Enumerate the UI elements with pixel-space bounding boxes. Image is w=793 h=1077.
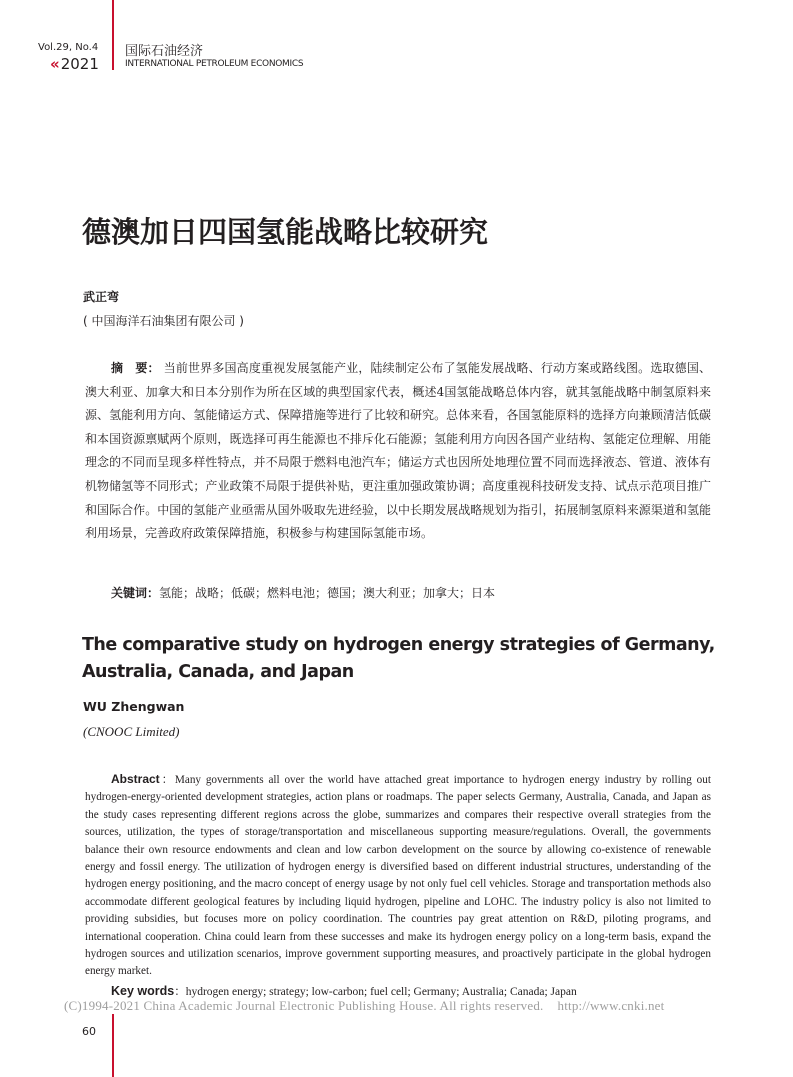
abstract-cn [85,357,711,546]
article-title-cn: 德澳加日四国氢能战略比较研究 [82,215,489,249]
author-en: WU Zhengwan [83,699,185,714]
year-label [50,55,99,73]
footer-divider-line [112,1014,114,1077]
journal-name-cn: 国际石油经济 [125,44,204,59]
author-cn: 武正弯 [83,290,120,304]
cnki-url: http://www.cnki.net [557,998,665,1013]
year-text: 2021 [60,55,99,73]
abstract-en-separator: ： [159,774,175,786]
keywords-en-label: Key words [111,984,175,998]
abstract-en-text: Many governments all over the world have attached great importance to hydrogen energy industry by rolling out hydrogen-energy-oriented development strategies, action plans or roadmaps. The paper selects Germany, Australia, Canada, and Japan as the study cases representing different regions across the globe, summarizes and compares their respective overall strategies from the sources, utilization, the types of storage/transportation and miscellaneous supporting measure/regulations. Overall, the governments balance their own resource endowments and clean and low carbon development on the source by allowing co-existence of renewable energy and fossil energy. The utilization of hydrogen energy is diversified based on different industrial structures, understanding of the hydrogen energy positioning, and the macro concept of energy usage by not only fuel cell vehicles. Storage and transportation methods also accommodate different geological features by including liquid hydrogen, pipeline and LOHC. The industry policy is also not limited to providing subsidies, but focuses more on policy coordination. The countries pay great attention on R&D, piloting programs, and international cooperation. China could learn from these successes and make its hydrogen energy policy on a long-term basis, expand the hydrogen sources and utilization scenarios, improve government supporting measures, and proactively participate in the global hydrogen energy market. [85,774,711,978]
copyright-text: (C)1994-2021 China Academic Journal Electronic Publishing House. All rights reserved. [64,998,544,1013]
copyright-watermark [64,998,664,1014]
volume-issue: Vol.29, No.4 [38,42,99,53]
abstract-en [85,771,711,981]
affiliation-cn: ( 中国海洋石油集团有限公司 ) [83,314,244,328]
keywords-cn-text: 氢能；战略；低碳；燃料电池；德国；澳大利亚；加拿大；日本 [159,586,496,600]
keywords-cn [111,584,495,601]
keywords-en [111,983,577,999]
page-number: 60 [82,1025,96,1038]
abstract-cn-text: 当前世界多国高度重视发展氢能产业，陆续制定公布了氢能发展战略、行动方案或路线图。选取德国、澳大利亚、加拿大和日本分别作为所在区域的典型国家代表，概述4国氢能战略总体内容，就其氢能战略中制氢原料来源、氢能利用方向、氢能储运方式、保障措施等进行了比较和研究。总体来看，各国氢能原料的选择方向兼顾清洁低碳和本国资源禀赋两个原则，既选择可再生能源也不排斥化石能源；氢能利用方向因各国产业结构、氢能定位理解、用能理念的不同而呈现多样性特点，并不局限于燃料电池汽车；储运方式也因所处地理位置不同而选择液态、管道、液体有机物储氢等不同形式；产业政策不局限于提供补贴，更注重加强政策协调；高度重视科技研发支持、试点示范项目推广和国际合作。中国的氢能产业亟需从国外吸取先进经验，以中长期发展战略规划为指引，拓展制氢原料来源渠道和氢能利用场景，完善政府政策保障措施，积极参与构建国际氢能市场。 [85,361,711,541]
keywords-cn-label: 关键词： [111,586,160,600]
affiliation-en: (CNOOC Limited) [83,724,180,739]
keywords-en-separator: ： [174,986,186,998]
article-title-en: The comparative study on hydrogen energy strategies of Germany, Australia, Canada, and Japan [82,635,715,682]
header-divider-line [112,0,114,70]
abstract-en-label: Abstract [111,772,160,786]
journal-name-en: INTERNATIONAL PETROLEUM ECONOMICS [125,59,304,69]
double-chevron-icon: « [50,55,57,73]
keywords-en-text: hydrogen energy; strategy; low-carbon; fuel cell; Germany; Australia; Canada; Japan [185,986,577,998]
abstract-cn-label: 摘 要： [111,361,160,375]
